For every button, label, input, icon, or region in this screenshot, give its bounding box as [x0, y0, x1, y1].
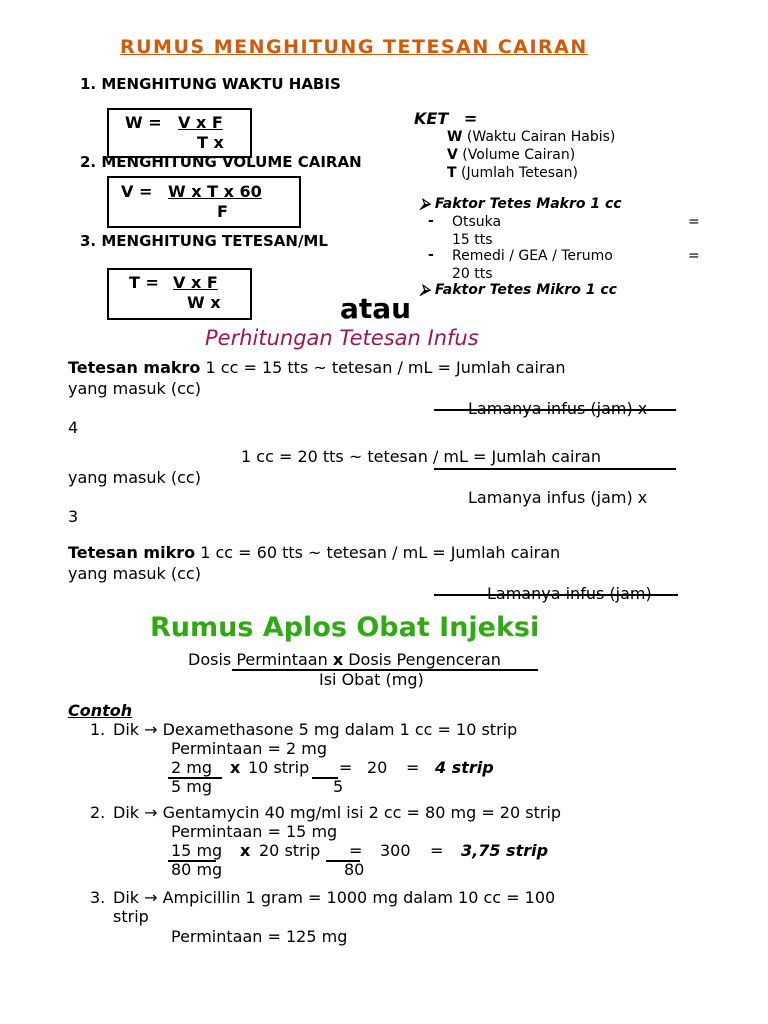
- mikro-cont: yang masuk (cc): [68, 564, 201, 583]
- aplos-num-b: Dosis Pengenceran: [343, 650, 501, 669]
- ket-item-symbol: W: [447, 129, 463, 145]
- ket-item-t: [447, 165, 578, 181]
- makro-item-eq: =: [688, 248, 700, 264]
- example-den-b: 5: [333, 777, 344, 796]
- makro-item-eq: =: [688, 214, 700, 230]
- makro-item-val: 15 tts: [452, 232, 493, 248]
- medium-cont: yang masuk (cc): [68, 468, 201, 487]
- ket-item-symbol: T: [447, 165, 457, 181]
- ket-label-text: KET: [414, 109, 449, 128]
- medium-formula: 1 cc = 20 tts ~ tetesan / mL = Jumlah cairan: [241, 447, 601, 466]
- mikro-label: Tetesan mikro: [68, 543, 196, 562]
- mikro-formula: 1 cc = 60 tts ~ tetesan / mL = Jumlah cairan: [195, 543, 561, 562]
- formula-v-denominator: F: [217, 202, 228, 221]
- aplos-denominator: Isi Obat (mg): [319, 670, 424, 689]
- makro-denominator-cont: 4: [68, 418, 79, 437]
- ket-item-desc: (Jumlah Tetesan): [461, 165, 579, 181]
- makro-item-val: 20 tts: [452, 266, 493, 282]
- aplos-num-x: x: [332, 650, 344, 669]
- example-result: 3,75 strip: [461, 841, 549, 860]
- ket-item-v: [447, 147, 575, 163]
- perhitungan-title: Perhitungan Tetesan Infus: [205, 326, 479, 350]
- example-calc-eq2: =: [406, 758, 420, 777]
- example-dik: Dik → Ampicillin 1 gram = 1000 mg dalam 10 cc = 100: [113, 888, 556, 907]
- faktor-makro-text: Faktor Tetes Makro 1 cc: [434, 196, 622, 212]
- example-permintaan: Permintaan = 125 mg: [171, 927, 348, 946]
- example-den-a: 80 mg: [171, 860, 223, 879]
- mikro-line: [68, 543, 560, 562]
- formula-v-numerator: W x T x 60: [168, 182, 262, 201]
- example-calc-b: 10 strip: [248, 758, 310, 777]
- medium-denominator-cont: 3: [68, 507, 79, 526]
- example-permintaan: Permintaan = 15 mg: [171, 822, 338, 841]
- example-number: 2.: [90, 803, 106, 822]
- section-tetesan-ml: 3. MENGHITUNG TETESAN/ML: [80, 232, 328, 250]
- page-title: RUMUS MENGHITUNG TETESAN CAIRAN: [120, 36, 588, 58]
- example-number: 1.: [90, 720, 106, 739]
- formula-w-numerator: V x F: [178, 113, 223, 132]
- formula-v-lhs: V =: [121, 182, 153, 201]
- example-calc-a: 2 mg: [171, 758, 213, 777]
- example-dik: Dik → Gentamycin 40 mg/ml isi 2 cc = 80 mg = 20 strip: [113, 803, 562, 822]
- example-calc-x: x: [240, 841, 251, 860]
- contoh-label: Contoh: [68, 701, 133, 720]
- makro-line: [68, 358, 566, 377]
- example-number: 3.: [90, 888, 106, 907]
- faktor-mikro-title: [420, 282, 617, 298]
- arrow-bullet-icon: ⮚: [420, 196, 430, 212]
- formula-t-denominator: W x: [187, 293, 221, 312]
- example-result: 4 strip: [435, 758, 494, 777]
- medium-fraction-line: [434, 468, 676, 470]
- example-calc-eq: =: [339, 758, 353, 777]
- section-waktu-habis: 1. MENGHITUNG WAKTU HABIS: [80, 75, 341, 93]
- ket-item-desc: (Volume Cairan): [462, 147, 576, 163]
- makro-item-name: Remedi / GEA / Terumo: [452, 248, 613, 264]
- example-calc-b: 20 strip: [259, 841, 321, 860]
- formula-t-numerator: V x F: [173, 273, 218, 292]
- formula-w-denominator: T x: [197, 133, 224, 152]
- example-dik-cont: strip: [113, 907, 149, 926]
- ket-item-desc: (Waktu Cairan Habis): [466, 129, 616, 145]
- makro-cont: yang masuk (cc): [68, 379, 201, 398]
- formula-t-lhs: T =: [129, 273, 159, 292]
- example-calc-eq2: =: [430, 841, 444, 860]
- formula-w-lhs: W =: [125, 113, 162, 132]
- example-den-b: 80: [344, 860, 365, 879]
- aplos-title: Rumus Aplos Obat Injeksi: [150, 612, 540, 643]
- atau-heading: atau: [340, 292, 412, 325]
- makro-label: Tetesan makro: [68, 358, 201, 377]
- makro-denominator: Lamanya infus (jam) x: [468, 399, 648, 418]
- makro-item-dash: -: [428, 213, 434, 229]
- faktor-mikro-text: Faktor Tetes Mikro 1 cc: [434, 282, 617, 298]
- ket-label: [414, 109, 477, 128]
- ket-item-w: [447, 129, 615, 145]
- example-calc-num: 20: [367, 758, 388, 777]
- ket-item-symbol: V: [447, 147, 458, 163]
- mikro-denominator: Lamanya infus (jam): [487, 584, 652, 603]
- medium-denominator: Lamanya infus (jam) x: [468, 488, 648, 507]
- makro-item-name: Otsuka: [452, 214, 502, 230]
- section-volume-cairan: 2. MENGHITUNG VOLUME CAIRAN: [80, 153, 362, 171]
- example-permintaan: Permintaan = 2 mg: [171, 739, 327, 758]
- aplos-num-a: Dosis Permintaan: [188, 650, 333, 669]
- example-den-a: 5 mg: [171, 777, 213, 796]
- ket-eq: =: [463, 109, 478, 128]
- makro-item-dash: -: [428, 247, 434, 263]
- example-calc-num: 300: [380, 841, 411, 860]
- example-dik: Dik → Dexamethasone 5 mg dalam 1 cc = 10 strip: [113, 720, 518, 739]
- arrow-bullet-icon: ⮚: [420, 282, 430, 298]
- example-calc-a: 15 mg: [171, 841, 223, 860]
- example-calc-eq: =: [349, 841, 363, 860]
- example-calc-x: x: [230, 758, 241, 777]
- faktor-makro-title: [420, 196, 622, 212]
- makro-formula: 1 cc = 15 tts ~ tetesan / mL = Jumlah cairan: [200, 358, 566, 377]
- aplos-numerator: [188, 650, 501, 669]
